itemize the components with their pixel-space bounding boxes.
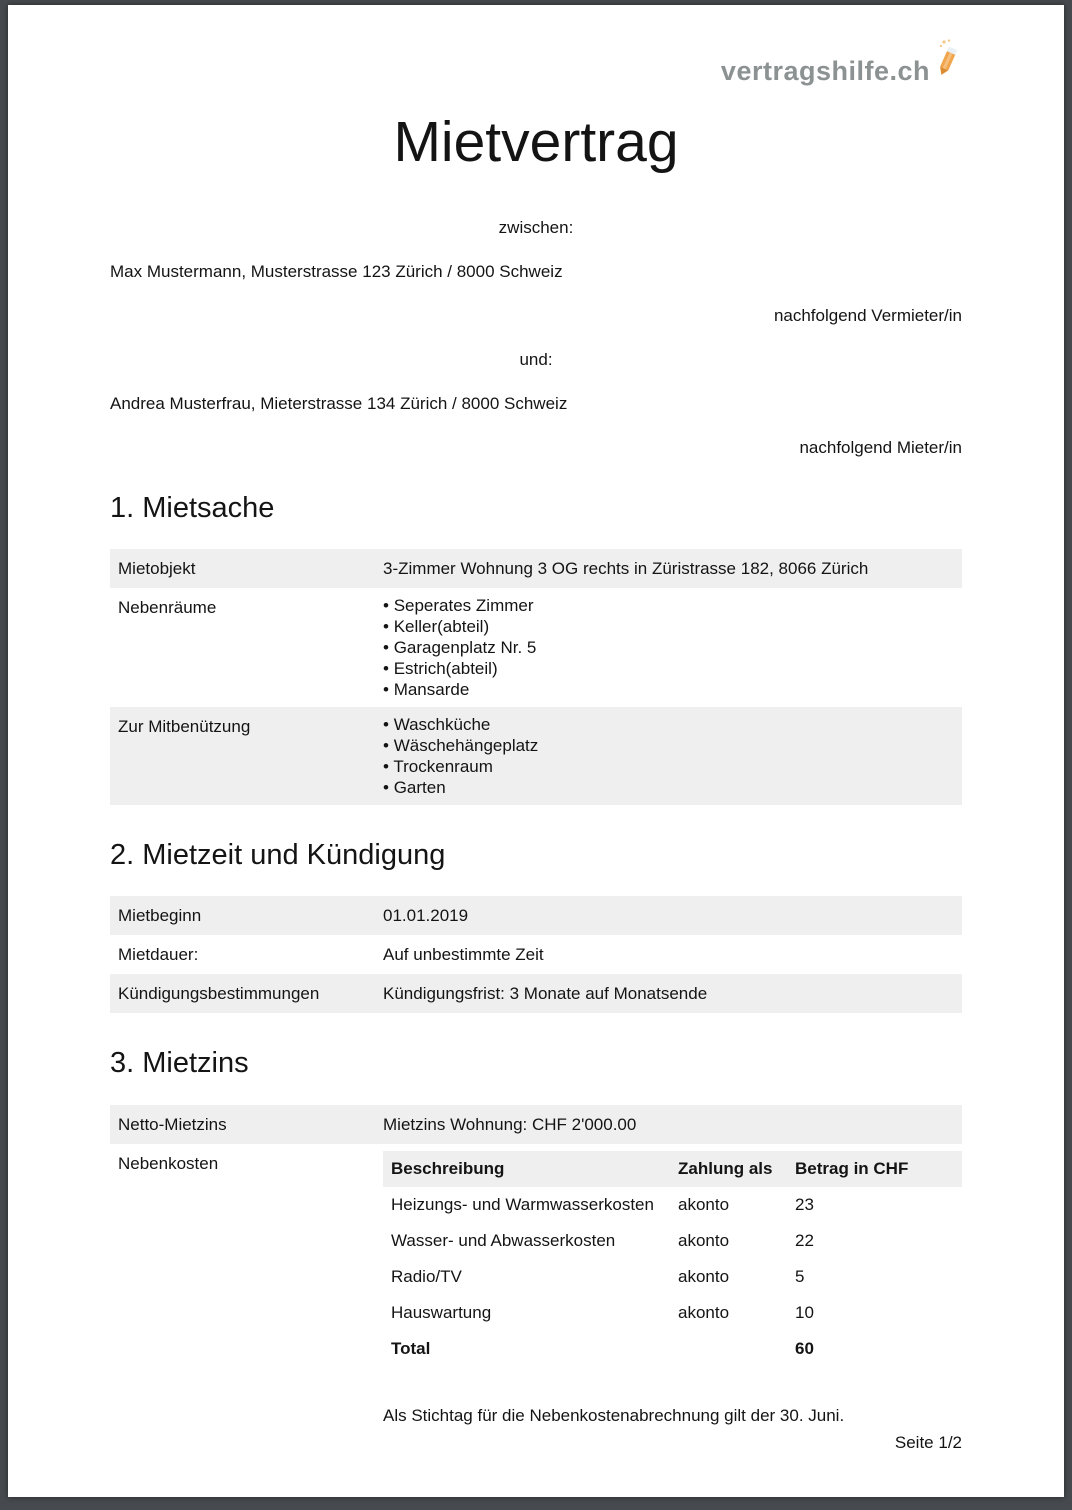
list-item: • Wäschehängeplatz	[383, 735, 954, 756]
table-row	[110, 896, 962, 935]
row-value: Kündigungsfrist: 3 Monate auf Monatsende	[383, 984, 708, 1004]
cost-table-row	[383, 1259, 962, 1295]
cost-amount: 5	[795, 1266, 805, 1286]
table-row	[110, 707, 962, 805]
row-value-list	[383, 707, 962, 805]
cost-table-row	[383, 1295, 962, 1331]
list-item: • Garagenplatz Nr. 5	[383, 637, 954, 658]
mietzeit-table	[110, 896, 962, 1013]
row-value-list	[383, 588, 962, 707]
cost-description: Heizungs- und Warmwasserkosten	[391, 1194, 654, 1214]
section-heading-mietsache: 1. Mietsache	[110, 491, 275, 524]
table-row	[110, 1105, 962, 1144]
row-label: Zur Mitbenützung	[118, 717, 251, 737]
column-header: Beschreibung	[391, 1158, 505, 1178]
cost-table-row	[383, 1187, 962, 1223]
list-item: • Keller(abteil)	[383, 616, 954, 637]
mietsache-table	[110, 549, 962, 805]
row-value: Mietzins Wohnung: CHF 2'000.00	[383, 1114, 637, 1134]
cost-amount: 23	[795, 1194, 814, 1214]
row-label: Kündigungsbestimmungen	[118, 984, 320, 1004]
mietzins-table	[110, 1105, 962, 1377]
cost-amount: 10	[795, 1302, 814, 1322]
row-label: Mietbeginn	[118, 906, 202, 926]
cost-table-header-row	[383, 1151, 962, 1187]
cost-table-row	[383, 1223, 962, 1259]
list-item: • Waschküche	[383, 714, 954, 735]
table-row	[110, 935, 962, 974]
row-label: Netto-Mietzins	[118, 1114, 227, 1134]
table-row	[110, 974, 962, 1013]
list-item: • Estrich(abteil)	[383, 658, 954, 679]
row-value: 01.01.2019	[383, 906, 469, 926]
list-item: • Trockenraum	[383, 756, 954, 777]
section-heading-mietzins: 3. Mietzins	[110, 1047, 249, 1080]
document-title: Mietvertrag	[393, 110, 679, 174]
vertragshilfe-logo: vertragshilfe.ch	[720, 56, 930, 86]
pencil-icon	[932, 39, 962, 84]
cost-payment-type: akonto	[678, 1266, 730, 1286]
row-label: Nebenkosten	[118, 1153, 219, 1173]
tenant-role-label: nachfolgend Mieter/in	[799, 437, 962, 457]
page-number-label: Seite 1/2	[894, 1433, 962, 1452]
list-item: • Seperates Zimmer	[383, 595, 954, 616]
column-header: Zahlung als	[678, 1158, 773, 1178]
between-label: zwischen:	[498, 217, 574, 237]
table-row-nebenkosten	[110, 1144, 962, 1377]
tenant-line: Andrea Musterfrau, Mieterstrasse 134 Zürich / 8000 Schweiz	[110, 393, 568, 413]
document-page	[8, 5, 1064, 1497]
cost-amount: 22	[795, 1230, 814, 1250]
row-value: Auf unbestimmte Zeit	[383, 945, 544, 965]
section-heading-mietzeit: 2. Mietzeit und Kündigung	[110, 839, 446, 872]
cost-table-total-row	[383, 1331, 962, 1367]
table-row	[110, 588, 962, 707]
list-item: • Mansarde	[383, 679, 954, 700]
nebenkosten-note: Als Stichtag für die Nebenkostenabrechnung gilt der 30. Juni.	[383, 1405, 845, 1425]
table-row	[110, 549, 962, 588]
column-header: Betrag in CHF	[795, 1158, 909, 1178]
cost-payment-type: akonto	[678, 1230, 730, 1250]
total-amount: 60	[795, 1338, 814, 1358]
row-label: Mietdauer:	[118, 945, 199, 965]
cost-payment-type: akonto	[678, 1194, 730, 1214]
cost-description: Hauswartung	[391, 1302, 492, 1322]
row-label: Mietobjekt	[118, 559, 196, 579]
row-value: 3-Zimmer Wohnung 3 OG rechts in Züristrasse 182, 8066 Zürich	[383, 559, 869, 579]
cost-description: Radio/TV	[391, 1266, 462, 1286]
total-label: Total	[391, 1338, 431, 1358]
row-label: Nebenräume	[118, 598, 217, 618]
landlord-line: Max Mustermann, Musterstrasse 123 Zürich / 8000 Schweiz	[110, 261, 563, 281]
cost-description: Wasser- und Abwasserkosten	[391, 1230, 616, 1250]
total-spacer	[678, 1331, 795, 1367]
nebenkosten-cost-table	[383, 1144, 962, 1377]
and-label: und:	[519, 349, 553, 369]
list-item: • Garten	[383, 777, 954, 798]
logo-header	[110, 51, 962, 97]
landlord-role-label: nachfolgend Vermieter/in	[773, 305, 962, 325]
cost-payment-type: akonto	[678, 1302, 730, 1322]
